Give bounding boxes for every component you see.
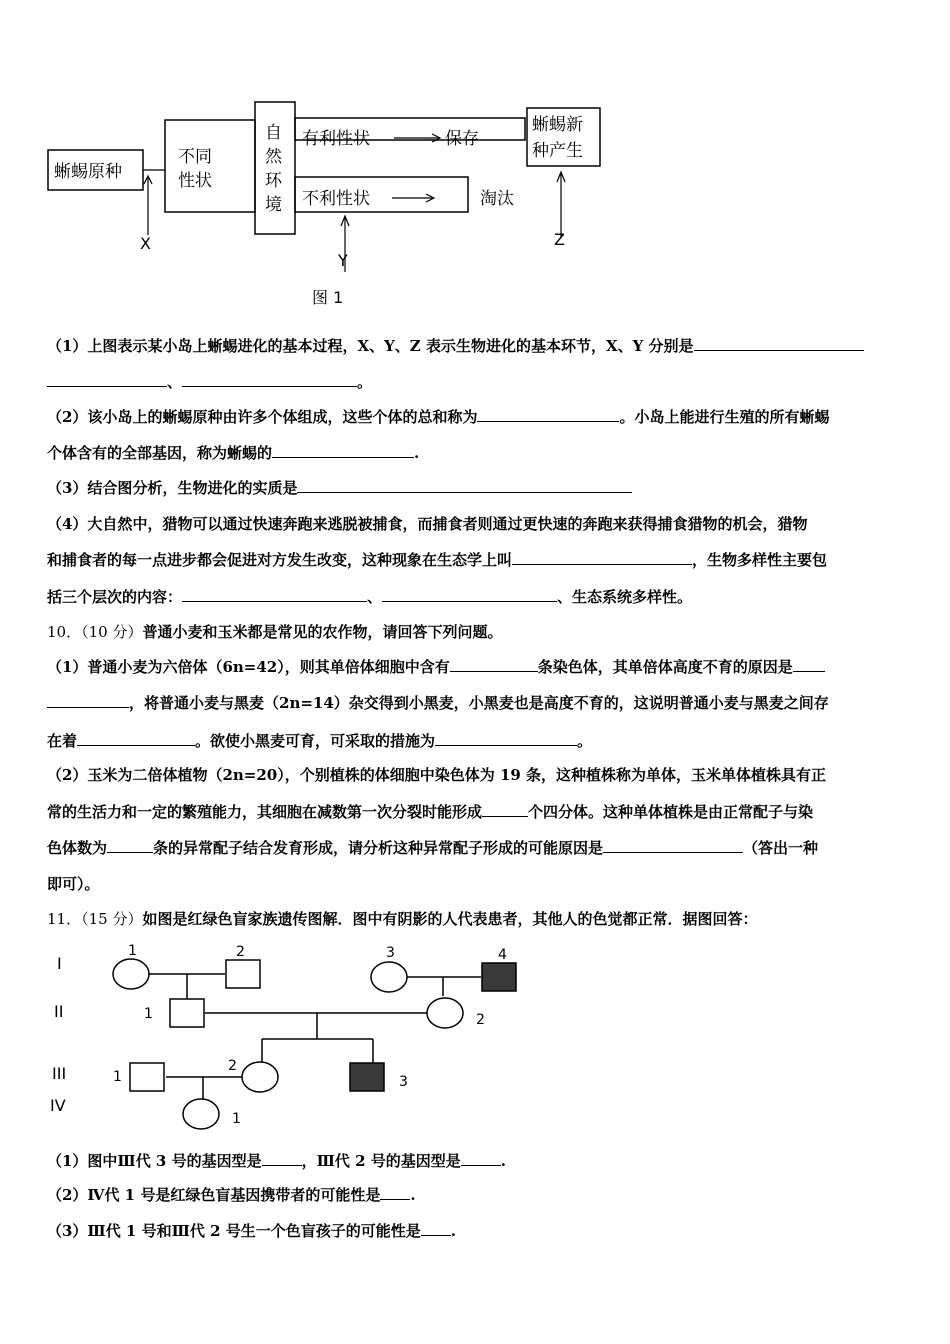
q11-part2: （2）Ⅳ代 1 号是红绿色盲基因携带者的可能性是 .: [47, 1186, 416, 1204]
answer-blank[interactable]: [262, 1151, 302, 1166]
answer-blank[interactable]: [435, 731, 577, 746]
q9-part4-line2: 和捕食者的每一点进步都会促进对方发生改变，这种现象在生态学上叫 ，生物多样性主要包: [47, 551, 828, 569]
answer-blank[interactable]: [477, 407, 619, 422]
num-I-3: 3: [386, 945, 395, 961]
label-y: Y: [338, 251, 348, 270]
num-I-2: 2: [236, 944, 245, 960]
text-favorable: 有利性状: [302, 129, 370, 149]
q11-part1: （1）图中Ⅲ代 3 号的基因型是 ，Ⅲ代 2 号的基因型是 .: [47, 1152, 506, 1170]
num-III-2: 2: [228, 1058, 237, 1074]
text-env-1: 自: [265, 123, 282, 143]
label-z: Z: [554, 230, 565, 249]
text-unfavorable: 不利性状: [302, 189, 370, 209]
person-II-1-male: [170, 999, 204, 1027]
q10-part1-line3: 在着 。欲使小黑麦可育，可采取的措施为 。: [47, 732, 593, 750]
num-IV-1: 1: [232, 1111, 241, 1127]
q10-title: 10．（10 分）普通小麦和玉米都是常见的农作物，请回答下列问题。: [47, 623, 503, 641]
answer-blank[interactable]: [603, 838, 743, 853]
q10-part1-line2: ，将普通小麦与黑麦（2n=14）杂交得到小黑麦，小黑麦也是高度不育的，这说明普通小麦与黑麦之间存: [47, 693, 910, 713]
q10-part2-line1: （2）玉米为二倍体植物（2n=20），个别植株的体细胞中染色体为 19 条，这种植株称为单体，玉米单体植株具有正: [47, 766, 827, 784]
text-original-species: 蜥蜴原种: [54, 162, 122, 182]
answer-blank[interactable]: [461, 1151, 501, 1166]
num-II-1: 1: [144, 1006, 153, 1022]
q9-part3: （3）结合图分析，生物进化的实质是: [47, 478, 910, 498]
answer-blank[interactable]: [297, 478, 632, 493]
pedigree-chart: [40, 940, 560, 1140]
answer-blank[interactable]: [272, 443, 414, 458]
answer-blank[interactable]: [421, 1221, 451, 1236]
num-II-2: 2: [476, 1012, 485, 1028]
person-I-2-male: [226, 960, 260, 988]
generation-label-IV: IV: [50, 1096, 66, 1115]
q10-part2-line3: 色体数为 条的异常配子结合发育形成，请分析这种异常配子形成的可能原因是 （答出一种: [47, 839, 819, 857]
q10-part2-line4: 即可）。: [47, 875, 100, 893]
q9-part4-line3: 括三个层次的内容： 、 、生态系统多样性。: [47, 588, 693, 606]
text-env-3: 环: [265, 171, 282, 191]
generation-label-III: III: [52, 1064, 67, 1083]
answer-blank[interactable]: [382, 587, 557, 602]
text-env-2: 然: [265, 147, 282, 167]
answer-blank[interactable]: [182, 587, 367, 602]
answer-blank[interactable]: [107, 838, 153, 853]
q9-part4-line1: （4）大自然中，猎物可以通过快速奔跑来逃脱被捕食，而捕食者则通过更快速的奔跑来获得捕食猎物的机会，猎物: [47, 515, 808, 533]
answer-blank[interactable]: [512, 550, 692, 565]
num-I-1: 1: [128, 943, 137, 959]
q9-part2-line2: 个体含有的全部基因，称为蜥蜴的 .: [47, 444, 420, 462]
q9-part1-line1: （1）上图表示某小岛上蜥蜴进化的基本过程，X、Y、Z 表示生物进化的基本环节，X、Y 分别是: [47, 336, 910, 356]
text-traits-2: 性状: [178, 171, 212, 191]
text-new-species-2: 种产生: [532, 141, 583, 161]
person-I-4-male-affected: [482, 963, 516, 991]
answer-blank[interactable]: [47, 693, 129, 708]
num-I-4: 4: [498, 947, 507, 963]
answer-blank[interactable]: [380, 1185, 410, 1200]
evolution-flow-diagram: [40, 100, 620, 315]
text-traits-1: 不同: [178, 147, 212, 167]
answer-blank[interactable]: [694, 336, 864, 351]
answer-blank[interactable]: [482, 802, 528, 817]
q9-part1-line2: 、 。: [47, 372, 910, 392]
person-III-3-male-affected: [350, 1063, 384, 1091]
answer-blank[interactable]: [793, 657, 825, 672]
person-IV-1-female: [183, 1099, 219, 1129]
label-x: X: [140, 234, 151, 253]
q10-part2-line2: 常的生活力和一定的繁殖能力，其细胞在减数第一次分裂时能形成 个四分体。这种单体植株是由正常配子与染: [47, 803, 814, 821]
text-eliminate: 淘汰: [480, 189, 514, 209]
person-III-2-female: [242, 1062, 278, 1092]
num-III-1: 1: [113, 1069, 122, 1085]
generation-label-II: II: [54, 1002, 64, 1021]
text-new-species-1: 蜥蜴新: [532, 115, 583, 135]
text-env-4: 境: [265, 195, 282, 215]
person-III-1-male: [130, 1063, 164, 1091]
person-I-3-female: [371, 962, 407, 992]
figure-caption: 图 1: [312, 288, 344, 307]
person-II-2-female: [427, 998, 463, 1028]
q10-part1-line1: （1）普通小麦为六倍体（6n=42），则其单倍体细胞中含有 条染色体，其单倍体高度不育的原因是: [47, 657, 910, 677]
answer-blank[interactable]: [450, 657, 538, 672]
answer-blank[interactable]: [47, 372, 167, 387]
text-preserve: 保存: [445, 129, 479, 149]
generation-label-I: I: [57, 954, 62, 973]
num-III-3: 3: [399, 1074, 408, 1090]
q11-title: 11．（15 分）如图是红绿色盲家族遗传图解．图中有阴影的人代表患者，其他人的色觉都正常．据图回答：: [47, 910, 758, 928]
q9-part2-line1: （2）该小岛上的蜥蜴原种由许多个体组成，这些个体的总和称为 。小岛上能进行生殖的所有蜥蜴: [47, 408, 830, 426]
answer-blank[interactable]: [77, 731, 195, 746]
answer-blank[interactable]: [182, 372, 357, 387]
person-I-1-female: [113, 959, 149, 989]
q11-part3: （3）Ⅲ代 1 号和Ⅲ代 2 号生一个色盲孩子的可能性是 .: [47, 1222, 456, 1240]
